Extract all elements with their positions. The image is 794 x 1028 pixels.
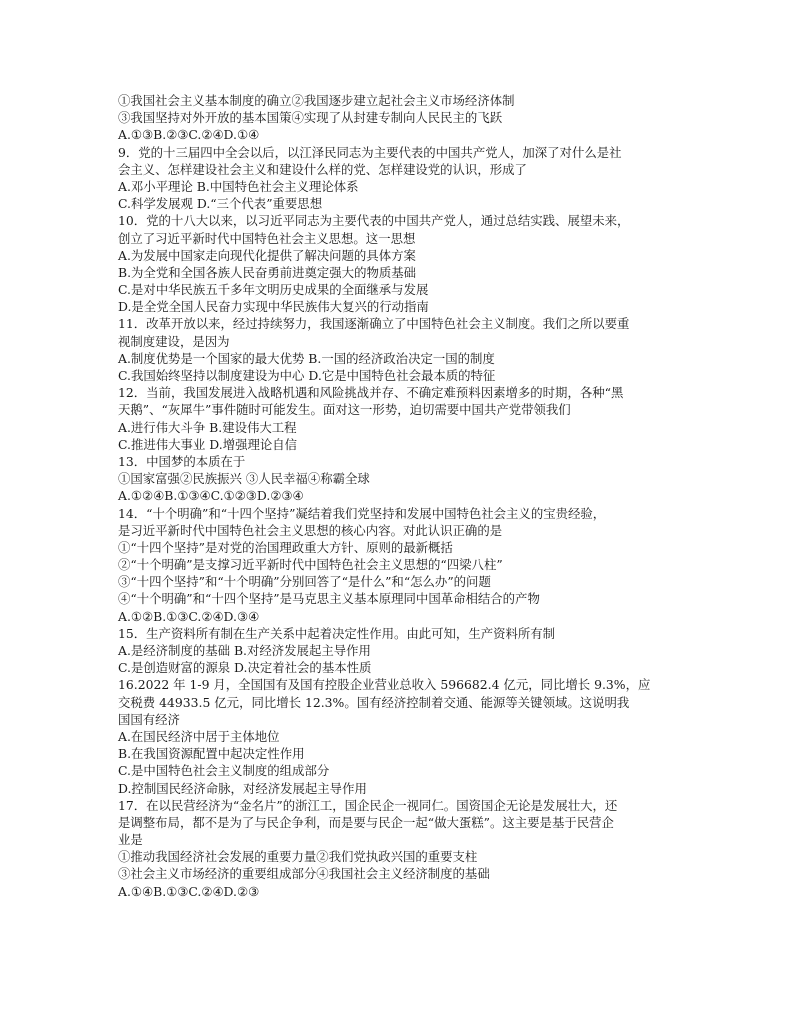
answer-option: A.为发展中国家走向现代化提供了解决问题的具体方案 xyxy=(118,247,416,263)
question-9: 9．党的十三届四中全会以后，以江泽民同志为主要代表的中国共产党人，加深了对什么是社 xyxy=(118,144,622,160)
answer-option: B.在我国资源配置中起决定性作用 xyxy=(118,746,305,762)
text-line: 创立了习近平新时代中国特色社会主义思想。这一思想 xyxy=(118,230,416,246)
answer-option: B.为全党和全国各族人民奋勇前进奠定强大的物质基础 xyxy=(118,264,417,280)
question-12: 12．当前，我国发展进入战略机遇和风险挑战并存、不确定难预料因素增多的时期，各种“黑 xyxy=(118,385,624,401)
answer-option: D.是全党全国人民奋力实现中华民族伟大复兴的行动指南 xyxy=(118,299,429,315)
answer-options: C.是创造财富的源泉 D.决定着社会的基本性质 xyxy=(118,660,372,676)
question-15: 15．生产资料所有制在生产关系中起着决定性作用。由此可知，生产资料所有制 xyxy=(118,625,556,641)
question-17: 17．在以民营经济为“金名片”的浙江工，国企民企一视同仁。国资国企无论是发展壮大，还 xyxy=(118,797,618,813)
text-line: ①我国社会主义基本制度的确立②我国逐步建立起社会主义市场经济体制 xyxy=(118,93,515,108)
text-line: 是调整布局，都不是为了与民企争利，而是要与民企一起“做大蛋糕”。这主要是基于民营企 xyxy=(118,814,614,830)
statement: ①“十四个坚持”是对党的治国理政重大方针、原则的最新概括 xyxy=(118,539,453,555)
text-line: 国国有经济 xyxy=(118,711,180,727)
answer-options: C.科学发展观 D.“三个代表”重要思想 xyxy=(118,196,323,212)
statement: ④“十个明确”和“十四个坚持”是马克思主义基本原理同中国革命相结合的产物 xyxy=(118,591,540,607)
answer-option: C.是对中华民族五千多年文明历史成果的全面继承与发展 xyxy=(118,282,429,298)
answer-options: C.推进伟大事业 D.增强理论自信 xyxy=(118,436,298,452)
question-14: 14．“十个明确”和“十四个坚持”凝结着我们党坚持和发展中国特色社会主义的宝贵经验， xyxy=(118,505,606,521)
question-11: 11．改革开放以来，经过持续努力，我国逐渐确立了中国特色社会主义制度。我们之所以要重 xyxy=(118,316,630,332)
answer-options: A.①②④B.①③④C.①②③D.②③④ xyxy=(118,488,304,504)
text-line: 是习近平新时代中国特色社会主义思想的核心内容。对此认识正确的是 xyxy=(118,522,503,538)
text-line: ③我国坚持对外开放的基本国策④实现了从封建专制向人民民主的飞跃 xyxy=(118,110,503,126)
statement: ③“十四个坚持”和“十个明确”分别回答了“是什么”和“怎么办”的问题 xyxy=(118,574,491,590)
answer-options: A.是经济制度的基础 B.对经济发展起主导作用 xyxy=(118,643,371,658)
text-line: 业是 xyxy=(118,832,143,848)
text-line: 会主义、怎样建设社会主义和建设什么样的党、怎样建设党的认识，形成了 xyxy=(118,161,527,177)
exam-page xyxy=(118,92,678,900)
statement: ③社会主义市场经济的重要组成部分④我国社会主义经济制度的基础 xyxy=(118,866,490,882)
text-line: 天鹅”、“灰犀牛”事件随时可能发生。面对这一形势，迫切需要中国共产党带领我们 xyxy=(118,402,571,418)
answer-options: A.①④B.①③C.②④D.②③ xyxy=(118,883,260,899)
answer-option: D.控制国民经济命脉，对经济发展起主导作用 xyxy=(118,780,367,796)
answer-options: A.进行伟大斗争 B.建设伟大工程 xyxy=(118,419,297,435)
answer-options: A.邓小平理论 B.中国特色社会主义理论体系 xyxy=(118,178,359,194)
text-line: 交税费 44933.5 亿元，同比增长 12.3%。国有经济控制着交通、能源等关键领域。这说明我 xyxy=(118,694,630,710)
statement: ②“十个明确”是支撑习近平新时代中国特色社会主义思想的“四梁八柱” xyxy=(118,557,503,573)
statement: ①推动我国经济社会发展的重要力量②我们党执政兴国的重要支柱 xyxy=(118,849,478,865)
text-line: 视制度建设，是因为 xyxy=(118,333,230,349)
question-16: 16.2022 年 1-9 月，全国国有及国有控股企业营业总收入 596682.4 亿元，同比增长 9.3%，应 xyxy=(118,677,651,693)
answer-options: C.我国始终坚持以制度建设为中心 D.它是中国特色社会最本质的特征 xyxy=(118,368,496,383)
question-13: 13．中国梦的本质在于 xyxy=(118,453,246,469)
question-10: 10．党的十八大以来，以习近平同志为主要代表的中国共产党人，通过总结实践、展望未来， xyxy=(118,213,630,229)
text-line: ①国家富强②民族振兴 ③人民幸福④称霸全球 xyxy=(118,471,370,487)
answer-options: A.①②B.①③C.②④D.③④ xyxy=(118,608,260,624)
answer-option: C.是中国特色社会主义制度的组成部分 xyxy=(118,763,330,779)
answer-options: A.①③B.②③C.②④D.①④ xyxy=(118,127,260,143)
answer-option: A.在国民经济中居于主体地位 xyxy=(118,728,280,744)
answer-options: A.制度优势是一个国家的最大优势 B.一国的经济政治决定一国的制度 xyxy=(118,350,495,366)
